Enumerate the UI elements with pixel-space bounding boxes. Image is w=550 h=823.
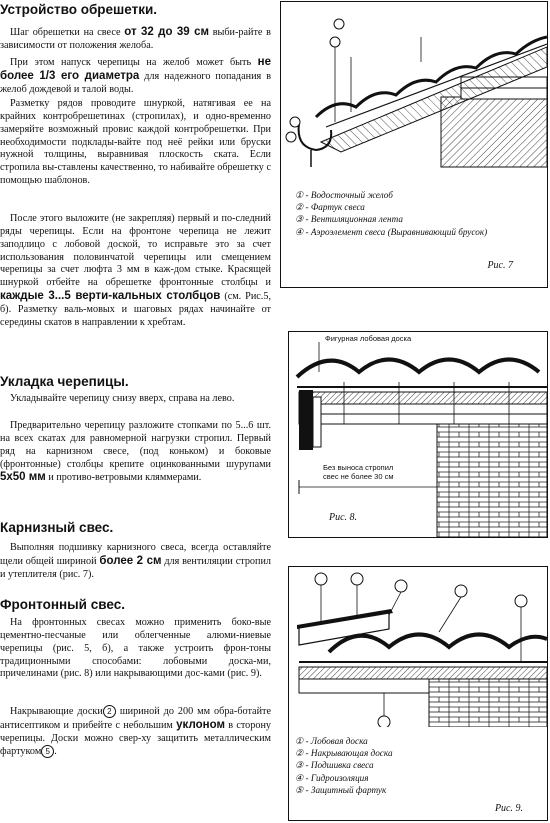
- figure-7: [280, 1, 548, 288]
- figure-8: [288, 331, 548, 538]
- paragraph-direction: Укладывайте черепицу снизу вверх, справа на лево.: [10, 393, 235, 404]
- figure-8-caption: Рис. 8.: [329, 512, 358, 523]
- paragraph-fronton: На фронтонных свесах можно применить боко-вые цементно-песчаные или облегченные алюми-ниевые черепицы (рис. 5, б), а также устроить фрон-тоны традиционными способами: лобовыми доска-ми, причелинами (рис. 8) или накрывающими дос-ками (рис. 9).: [0, 617, 271, 680]
- figure-9-caption: Рис. 9.: [494, 803, 523, 814]
- heading-ukladka: Укладка черепицы.: [0, 374, 129, 389]
- heading-karniz: Карнизный свес.: [0, 520, 114, 535]
- paragraph-stacks: Предварительно черепицу разложите стопками по 5...6 шт. на всех скатах для равномерной нагрузки стропил. Первый ряд на карнизном свесе, (под коньком) и боковые (фронтонные) столбцы крепите оцинкованными шурупами 5х50 мм и противо-ветровыми кляммерами.: [0, 420, 271, 484]
- figure-9-legend: ① - Лобовая доска ② - Накрывающая доска ③ - Подшивка свеса ④ - Гидроизоляция ⑤ - Защитный фартук: [295, 736, 393, 795]
- figure-7-caption: Рис. 7: [487, 260, 513, 271]
- figure-7-legend: ① - Водосточный желоб ② - Фартук свеса ③ - Вентиляционная лента ④ - Аэроэлемент свеса (Выравнивающий брусок): [295, 190, 488, 237]
- paragraph-overlap: При этом напуск черепицы на желоб может быть не более 1/3 его диаметра для надежного попадания в желоб дождевой и талой воды.: [0, 56, 271, 95]
- eave-diagram: [281, 2, 547, 192]
- fronton-board-diagram: [289, 332, 547, 537]
- paragraph-first-rows: После этого выложите (не закрепляя) первый и по-следний ряды черепицы. Если на фронтоне черепица не лежит заподлицо с лобовой доской, то исправьте это за счет использования половинчатой черепицы или смещением черепицы за счет люфта 3 мм в каж-дом стыке. Красящей шнуркой отбейте на обрешетке фронтонные столбцы и каждые 3...5 верти-кальных столбцов (см. Рис.5, б). Разметку валь-мовых и шаговых рядах начинайте от середины скатов в направлении к хребтам.: [0, 213, 271, 328]
- paragraph-marking: Разметку рядов проводите шнуркой, натягивая ее на крайних контробрешетинах (стропилах), и одно-временно замеряйте возможный провис каждой контробрешетки. При необходимости подклады-вайте под неё рейки или бруски нужной толщины, выравнивая плоскость ската. Если стропила вы-ставлены качественно, то набивайте обрешетку с помощью шаблонов.: [0, 98, 271, 187]
- figure-8-label-board: Фигурная лобовая доска: [325, 334, 412, 343]
- covering-board-diagram: [289, 567, 547, 727]
- heading-obreshetka: Устройство обрешетки.: [0, 2, 158, 17]
- figure-9: [288, 566, 548, 821]
- paragraph-step: Шаг обрешетки на свесе от 32 до 39 см выби-райте в зависимости от положения желоба.: [0, 26, 271, 51]
- paragraph-karniz: Выполняя подшивку карнизного свеса, всегда оставляйте щели общей шириной более 2 см для вентиляции стропил и утеплителя (рис. 7).: [0, 542, 271, 580]
- figure-8-label-overhang: Без выноса стропил свес не более 30 см: [323, 463, 394, 481]
- paragraph-boards: Накрывающие доски 2 шириной до 200 мм обра-ботайте антисептиком и прибейте с небольшим уклоном в сторону черепицы. Доски можно свер-ху защитить металлическим фартуком 5 .: [0, 705, 271, 758]
- heading-fronton: Фронтонный свес.: [0, 597, 125, 612]
